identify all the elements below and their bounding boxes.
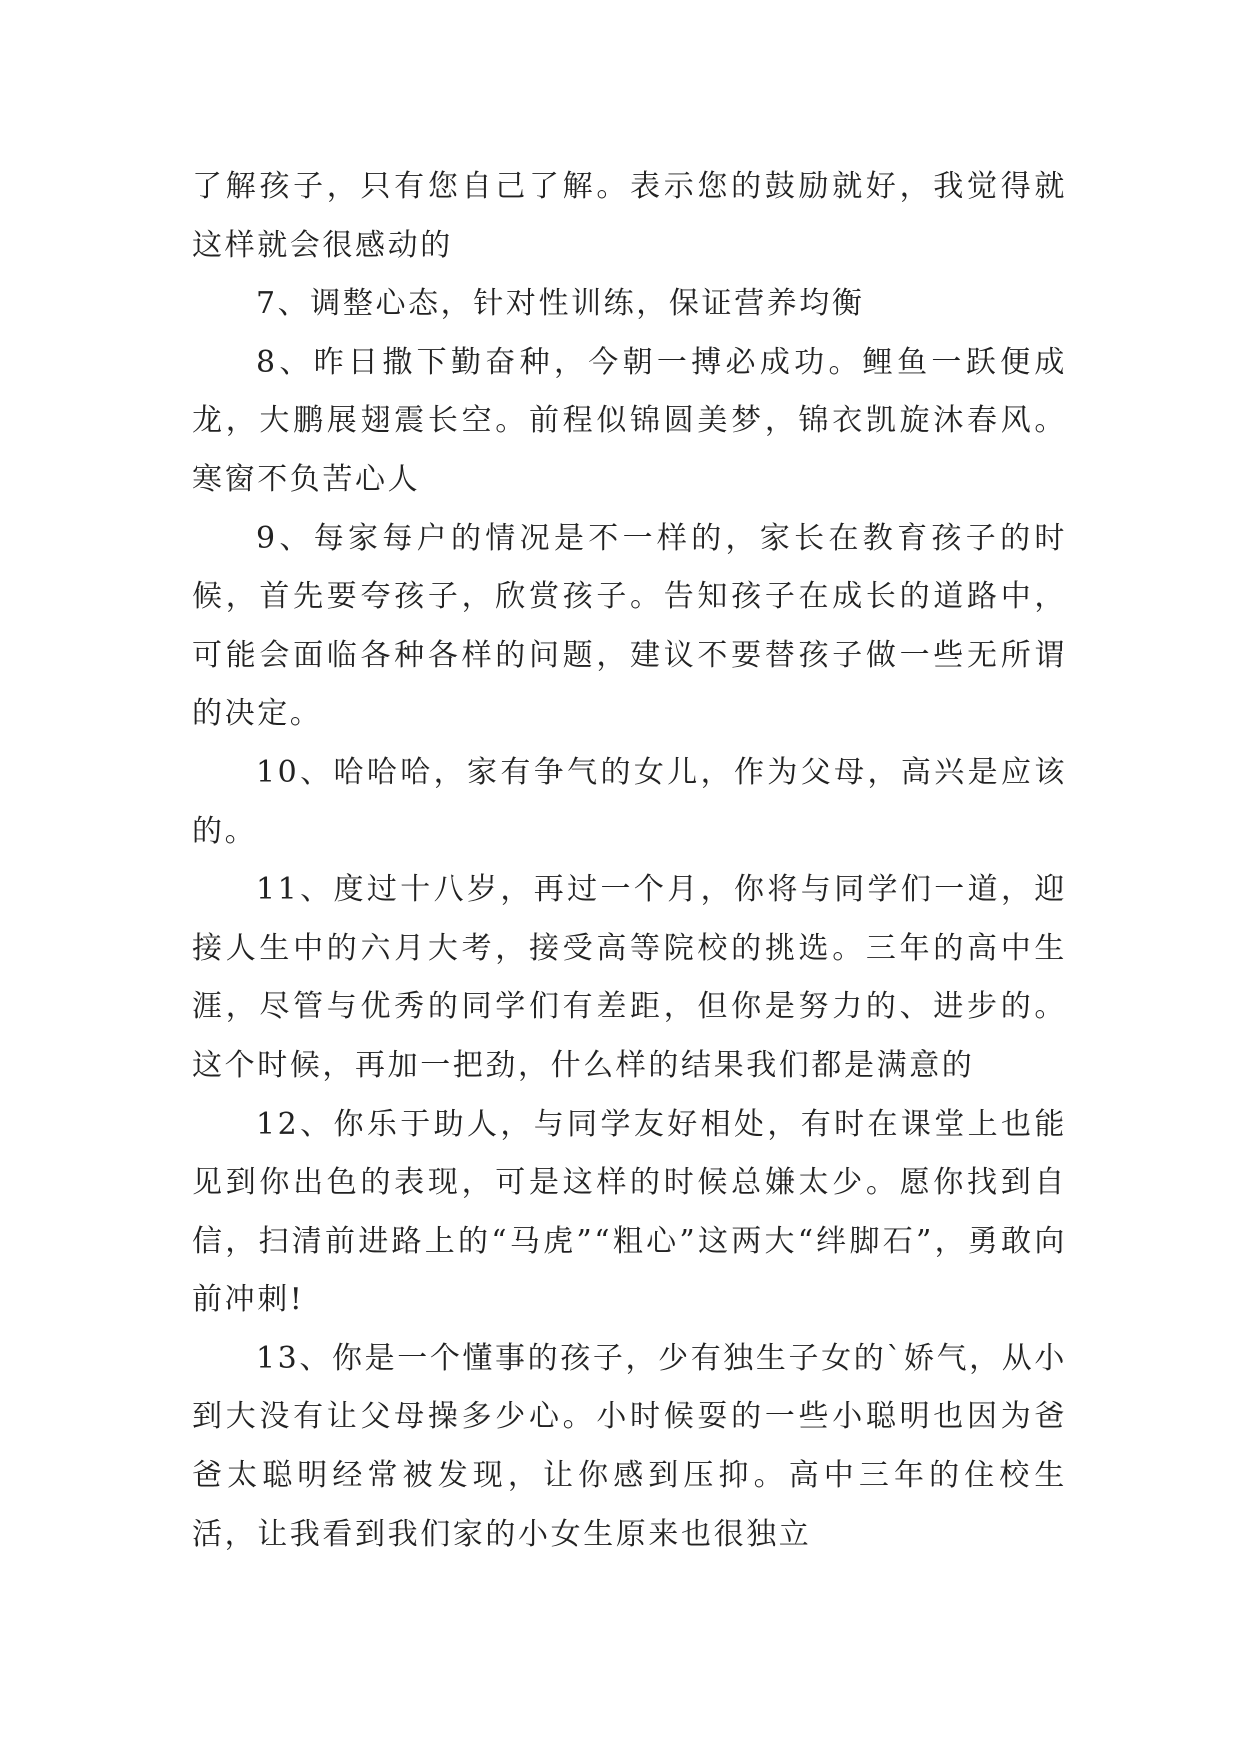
paragraph-item-7: 7、调整心态，针对性训练，保证营养均衡 bbox=[256, 286, 865, 322]
paragraph-item-10: 10、哈哈哈，家有争气的女儿，作为父母，高兴是应该的。 bbox=[192, 754, 1067, 849]
document-body bbox=[192, 158, 1067, 1564]
paragraph-item-8: 8、昨日撒下勤奋种，今朝一搏必成功。鲤鱼一跃便成龙，大鹏展翅震长空。前程似锦圆美梦，锦衣凯旋沐春风。寒窗不负苦心人 bbox=[192, 344, 1067, 497]
paragraph-continuation: 了解孩子，只有您自己了解。表示您的鼓励就好，我觉得就这样就会很感动的 bbox=[192, 169, 1067, 263]
paragraph-item-9: 9、每家每户的情况是不一样的，家长在教育孩子的时候，首先要夸孩子，欣赏孩子。告知孩子在成长的道路中，可能会面临各种各样的问题，建议不要替孩子做一些无所谓的决定。 bbox=[192, 520, 1067, 732]
paragraph-item-11: 11、度过十八岁，再过一个月，你将与同学们一道，迎接人生中的六月大考，接受高等院校的挑选。三年的高中生涯，尽管与优秀的同学们有差距，但你是努力的、进步的。这个时候，再加一把劲，什么样的结果我们都是满意的 bbox=[192, 872, 1067, 1083]
paragraph-item-13: 13、你是一个懂事的孩子，少有独生子女的`娇气，从小到大没有让父母操多少心。小时候耍的一些小聪明也因为爸爸太聪明经常被发现，让你感到压抑。高中三年的住校生活，让我看到我们家的小女生原来也很独立 bbox=[192, 1340, 1067, 1552]
paragraph-item-12: 12、你乐于助人，与同学友好相处，有时在课堂上也能见到你出色的表现，可是这样的时候总嫌太少。愿你找到自信，扫清前进路上的“马虎”“粗心”这两大“绊脚石”，勇敢向前冲刺! bbox=[192, 1106, 1067, 1318]
